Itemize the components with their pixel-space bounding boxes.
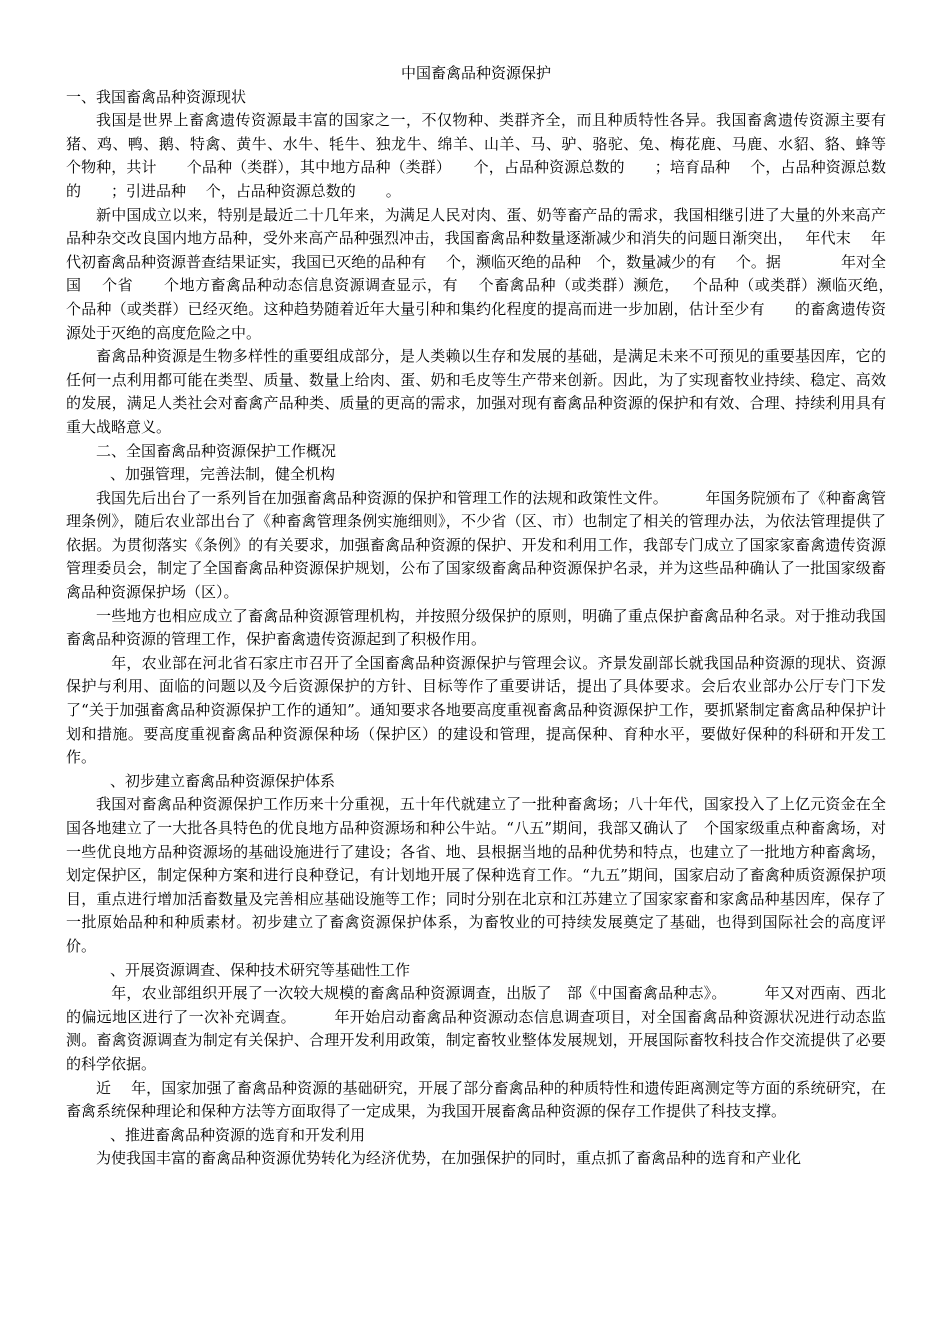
- paragraph: 我国先后出台了一系列旨在加强畜禽品种资源的保护和管理工作的法规和政策性文件。 年国务院颁布了《种畜禽管理条例》，随后农业部出台了《种畜禽管理条例实施细则》，不少省（区、市）也制定了相关的管理办法，为依法管理提供了依据。为贯彻落实《条例》的有关要求，加强畜禽品种资源的保护、开发和利用工作，我部专门成立了国家家畜禽遗传资源管理委员会，制定了全国畜禽品种资源保护规划，公布了国家级畜禽品种资源保护名录，并为这些品种确认了一批国家级畜禽品种资源保护场（区）。: [66, 488, 886, 602]
- section-1-heading: 一、我国畜禽品种资源现状: [66, 87, 247, 106]
- section-2-heading: 二、全国畜禽品种资源保护工作概况: [96, 441, 337, 460]
- paragraph: 一些地方也相应成立了畜禽品种资源管理机构，并按照分级保护的原则，明确了重点保护畜禽品种名录。对于推动我国畜禽品种资源的管理工作，保护畜禽遗传资源起到了积极作用。: [66, 606, 886, 649]
- document-page: [66, 62, 906, 1171]
- paragraph: 我国是世界上畜禽遗传资源最丰富的国家之一，不仅物种、类群齐全，而且种质特性各异。我国畜禽遗传资源主要有猪、鸡、鸭、鹅、特禽、黄牛、水牛、牦牛、独龙牛、绵羊、山羊、马、驴、骆驼、兔、梅花鹿、马鹿、水貂、貉、蜂等 个物种，共计 个品种（类群），其中地方品种（类群） 个，占品种资源总数的 ；培育品种 个，占品种资源总数的 ；引进品种 个，占品种资源总数的 。: [66, 111, 906, 200]
- paragraph: 畜禽品种资源是生物多样性的重要组成部分，是人类赖以生存和发展的基础，是满足未来不可预见的重要基因库，它的任何一点利用都可能在类型、质量、数量上给肉、蛋、奶和毛皮等生产带来创新。因此，为了实现畜牧业持续、稳定、高效的发展，满足人类社会对畜禽产品种类、质量的更高的需求，加强对现有畜禽品种资源的保护和有效、合理、持续利用具有重大战略意义。: [66, 347, 886, 436]
- subsection-3-heading: 、开展资源调查、保种技术研究等基础性工作: [110, 960, 411, 979]
- document-title: 中国畜禽品种资源保护: [400, 64, 551, 82]
- paragraph: 新中国成立以来，特别是最近二十几年来，为满足人民对肉、蛋、奶等畜产品的需求，我国相继引进了大量的外来高产品种杂交改良国内地方品种，受外来高产品种强烈冲击，我国畜禽品种数量逐渐减少和消失的问题日渐突出， 年代末 年代初畜禽品种资源普查结果证实，我国已灭绝的品种有 个，濒临灭绝的品种 个，数量减少的有 个。据 年对全国 个省 个地方畜禽品种动态信息资源调查显示，有 个畜禽品种（或类群）濒危， 个品种（或类群）濒临灭绝， 个品种（或类群）已经灭绝。这种趋势随着近年大量引种和集约化程度的提高而进一步加剧，估计至少有 的畜禽遗传资源处于灭绝的高度危险之中。: [66, 205, 906, 342]
- paragraph: 近 年，国家加强了畜禽品种资源的基础研究，开展了部分畜禽品种的种质特性和遗传距离测定等方面的系统研究，在畜禽系统保种理论和保种方法等方面取得了一定成果，为我国开展畜禽品种资源的保存工作提供了科技支撑。: [66, 1078, 886, 1121]
- subsection-2-heading: 、初步建立畜禽品种资源保护体系: [110, 771, 336, 790]
- paragraph: 为使我国丰富的畜禽品种资源优势转化为经济优势，在加强保护的同时，重点抓了畜禽品种的选育和产业化: [96, 1149, 802, 1168]
- paragraph: 我国对畜禽品种资源保护工作历来十分重视，五十年代就建立了一批种畜禽场；八十年代，国家投入了上亿元资金在全国各地建立了一大批各具特色的优良地方品种资源场和种公牛站。“八五”期间，我部又确认了 个国家级重点种畜禽场，对一些优良地方品种资源场的基础设施进行了建设；各省、地、县根据当地的品种优势和特点，也建立了一批地方种畜禽场，划定保护区，制定保种方案和进行良种登记，有计划地开展了保种选育工作。“九五”期间，国家启动了畜禽种质资源保护项目，重点进行增加活畜数量及完善相应基础设施等工作；同时分别在北京和江苏建立了国家家畜和家禽品种基因库，保存了一批原始品种和种质素材。初步建立了畜禽资源保护体系，为畜牧业的可持续发展奠定了基础，也得到国际社会的高度评价。: [66, 795, 886, 955]
- paragraph: 年，农业部组织开展了一次较大规模的畜禽品种资源调查，出版了 部《中国畜禽品种志》。 年又对西南、西北的偏远地区进行了一次补充调查。 年开始启动畜禽品种资源动态信息调查项目，对全国畜禽品种资源状况进行动态监测。畜禽资源调查为制定有关保护、合理开发利用政策，制定畜牧业整体发展规划，开展国际畜牧科技合作交流提供了必要的科学依据。: [66, 984, 886, 1073]
- paragraph: 年，农业部在河北省石家庄市召开了全国畜禽品种资源保护与管理会议。齐景发副部长就我国品种资源的现状、资源保护与利用、面临的问题以及今后资源保护的方针、目标等作了重要讲话，提出了具体要求。会后农业部办公厅专门下发了“关于加强畜禽品种资源保护工作的通知”。通知要求各地要高度重视畜禽品种资源保护工作，要抓紧制定畜禽品种保护计划和措施。要高度重视畜禽品种资源保种场（保护区）的建设和管理，提高保种、育种水平，要做好保种的科研和开发工作。: [66, 653, 886, 767]
- subsection-1-heading: 、加强管理，完善法制，健全机构: [110, 465, 336, 484]
- subsection-4-heading: 、推进畜禽品种资源的选育和开发利用: [110, 1125, 366, 1144]
